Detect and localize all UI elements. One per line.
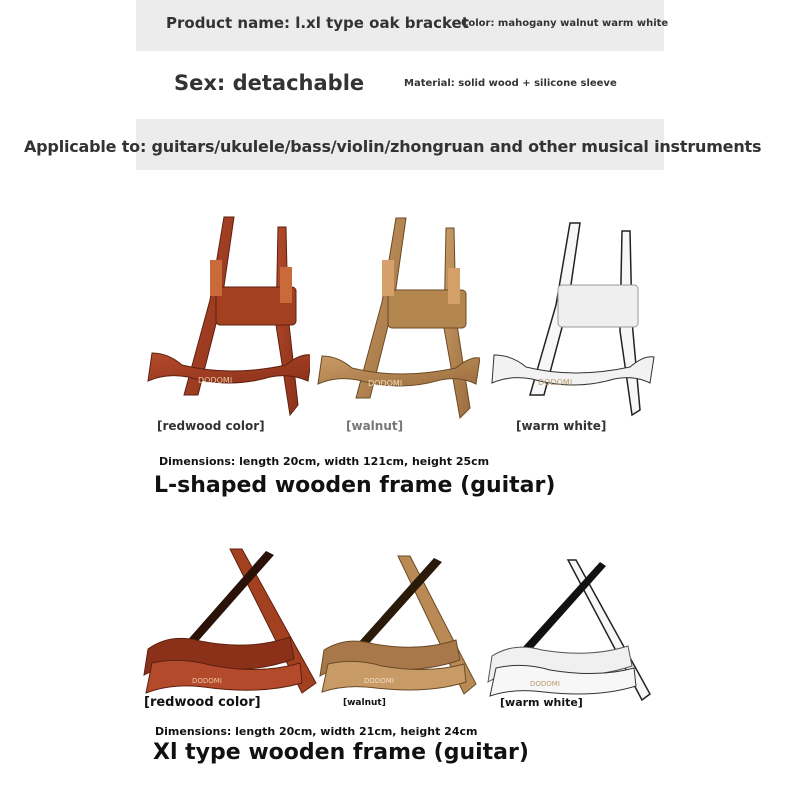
l-stand-walnut-image [310, 210, 480, 425]
l-label-redwood: [redwood color] [157, 419, 265, 433]
xl-label-walnut: [walnut] [343, 698, 386, 708]
applicable-info: Applicable to: guitars/ukulele/bass/violin/zhongruan and other musical instruments [24, 137, 762, 156]
l-redwood-logo: DODOMI [198, 376, 233, 385]
l-walnut-logo: DODOMI [368, 379, 403, 388]
xl-stand-white-image [480, 556, 655, 706]
color-info: Color: mahogany walnut warm white [461, 18, 669, 29]
l-dimensions: Dimensions: length 20cm, width 121cm, height 25cm [159, 455, 490, 468]
xl-label-white: [warm white] [500, 696, 583, 709]
l-label-white: [warm white] [516, 419, 607, 433]
l-label-walnut: [walnut] [346, 419, 404, 433]
xl-title: Xl type wooden frame (guitar) [153, 740, 529, 765]
xl-label-redwood: [redwood color] [144, 695, 261, 710]
l-stand-white-image [488, 215, 658, 420]
l-stand-redwood-image [140, 205, 310, 420]
xl-walnut-logo: DODOMI [364, 677, 394, 685]
material-info: Material: solid wood + silicone sleeve [404, 78, 617, 89]
xl-stand-redwood-image [140, 545, 320, 697]
xl-stand-walnut-image [316, 552, 481, 697]
xl-dimensions: Dimensions: length 20cm, width 21cm, height 24cm [155, 725, 478, 738]
l-white-logo: DODOMI [538, 378, 573, 387]
l-title: L-shaped wooden frame (guitar) [154, 473, 556, 498]
xl-redwood-logo: DODOMI [192, 677, 222, 685]
product-name: Product name: l.xl type oak bracket [166, 14, 469, 32]
sex-info: Sex: detachable [174, 71, 365, 95]
xl-white-logo: DODOMI [530, 680, 560, 688]
